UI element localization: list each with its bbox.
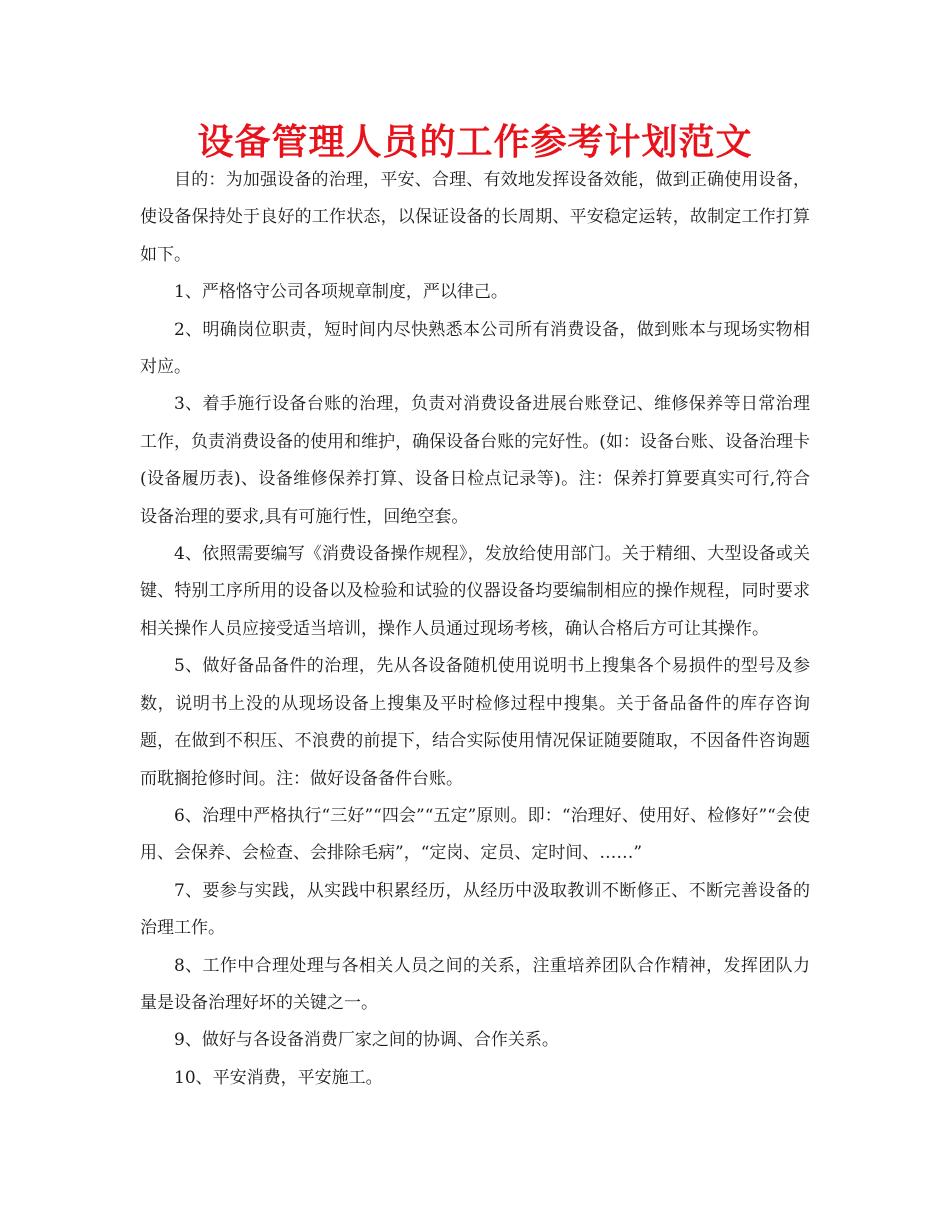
paragraph-item-3: 3、着手施行设备台账的治理，负责对消费设备进展台账登记、维修保养等日常治理工作，负责消费设备的使用和维护，确保设备台账的完好性。(如：设备台账、设备治理卡(设备履历表)、设备维修保养打算、设备日检点记录等)。注：保养打算要真实可行,符合设备治理的要求,具有可施行性，回绝空套。 xyxy=(140,394,810,527)
paragraph-item-4: 4、依照需要编写《消费设备操作规程》，发放给使用部门。关于精细、大型设备或关键、特别工序所用的设备以及检验和试验的仪器设备均要编制相应的操作规程，同时要求相关操作人员应接受适当培训，操作人员通过现场考核，确认合格后方可让其操作。 xyxy=(140,544,810,639)
paragraph-item-6: 6、治理中严格执行“三好”“四会”“五定”原则。即：“治理好、使用好、检修好”“会使用、会保养、会检查、会排除毛病”，“定岗、定员、定时间、……” xyxy=(140,805,810,864)
paragraph-item-5: 5、做好备品备件的治理，先从各设备随机使用说明书上搜集各个易损件的型号及参数，说明书上没的从现场设备上搜集及平时检修过程中搜集。关于备品备件的库存咨询题，在做到不积压、不浪费的前提下，结合实际使用情况保证随要随取，不因备件咨询题而耽搁抢修时间。注：做好设备备件台账。 xyxy=(140,656,810,789)
paragraph-item-9: 9、做好与各设备消费厂家之间的协调、合作关系。 xyxy=(174,1030,559,1051)
document-title: 设备管理人员的工作参考计划范文 xyxy=(197,122,753,163)
paragraph-item-8: 8、工作中合理处理与各相关人员之间的关系，注重培养团队合作精神，发挥团队力量是设备治理好坏的关键之一。 xyxy=(140,955,810,1013)
paragraph-purpose: 目的：为加强设备的治理，平安、合理、有效地发挥设备效能，做到正确使用设备，使设备保持处于良好的工作状态，以保证设备的长周期、平安稳定运转，故制定工作打算如下。 xyxy=(140,170,810,265)
paragraph-item-1: 1、严格恪守公司各项规章制度，严以律己。 xyxy=(174,282,508,303)
document-body xyxy=(140,162,810,1097)
paragraph-item-10: 10、平安消费，平安施工。 xyxy=(174,1067,383,1088)
paragraph-item-7: 7、要参与实践，从实践中积累经历，从经历中汲取教训不断修正、不断完善设备的治理工作。 xyxy=(140,880,810,939)
paragraph-item-2: 2、明确岗位职责，短时间内尽快熟悉本公司所有消费设备，做到账本与现场实物相对应。 xyxy=(140,319,810,378)
